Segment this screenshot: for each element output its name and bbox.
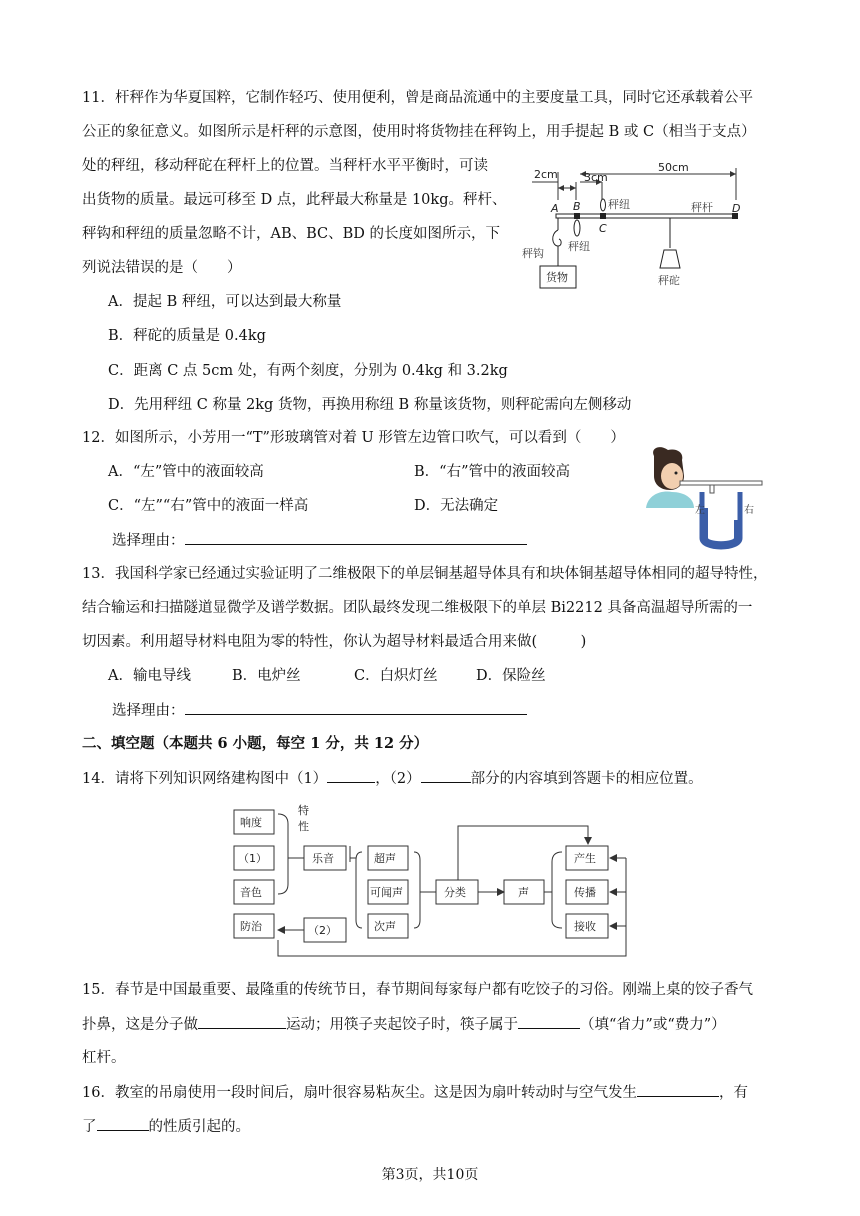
q11-line-4: 出货物的质量。最远可移至 D 点，此秤最大称量是 10kg。秤杆、 xyxy=(82,192,507,208)
box-jieshou: 接收 xyxy=(574,920,596,933)
q11-line-2: 公正的象征意义。如图所示是杆秤的示意图，使用时将货物挂在秤钩上，用手提起 B 或 C（相当于支点） xyxy=(82,124,756,140)
q14-stem xyxy=(82,768,703,789)
q12-reason xyxy=(112,530,527,551)
q12-reason-label: 选择理由： xyxy=(112,533,185,549)
box-blank-2: （2） xyxy=(308,924,337,937)
q11-option-d: D．先用秤纽 C 称量 2kg 货物，再换用称纽 B 称量该货物，则秤砣需向左侧移动 xyxy=(108,397,632,413)
girl-body xyxy=(646,492,694,508)
q11-line-3: 处的秤纽，移动秤砣在秤杆上的位置。当秤杆水平平衡时，可读 xyxy=(82,158,488,174)
dim-2cm-label: 2cm xyxy=(534,168,558,181)
q13-option-b: B．电炉丝 xyxy=(232,668,301,684)
q15-line-2-part-1: 扑鼻，这是分子做 xyxy=(82,1017,198,1033)
q13-line-1: 13．我国科学家已经通过实验证明了二维极限下的单层铜基超导体具有和块体铜基超导体相同的超导特性， xyxy=(82,566,768,582)
q15-line-2-part-2: 运动；用筷子夹起饺子时，筷子属于 xyxy=(286,1017,518,1033)
q13-option-a: A．输电导线 xyxy=(108,668,191,684)
q14-stem-part-2: ，（2） xyxy=(375,771,421,787)
sound-knowledge-diagram xyxy=(226,800,636,962)
point-c-label: C xyxy=(599,222,607,235)
q12-option-d: D．无法确定 xyxy=(414,498,499,514)
q16-line-1 xyxy=(82,1082,748,1103)
chengniu-top-label: 秤纽 xyxy=(608,198,630,211)
q16-line-2-part-1: 了 xyxy=(82,1119,97,1135)
q15-line-2 xyxy=(82,1014,726,1035)
q12-stem: 12．如图所示，小芳用一“T”形玻璃管对着 U 形管左边管口吹气，可以看到（ ） xyxy=(82,430,625,446)
box-chaosheng: 超声 xyxy=(374,852,396,865)
page-footer: 第3页，共10页 xyxy=(381,1167,479,1183)
q15-blank-1[interactable] xyxy=(198,1014,286,1029)
q13-reason-label: 选择理由： xyxy=(112,703,185,719)
label-texing-2: 性 xyxy=(298,820,309,833)
q16-line-2-part-2: 的性质引起的。 xyxy=(148,1119,250,1135)
q14-stem-part-1: 14．请将下列知识网络建构图中（1） xyxy=(82,771,328,787)
chengtuo-label: 秤砣 xyxy=(658,274,680,287)
huowu-label: 货物 xyxy=(546,271,568,284)
box-sheng: 声 xyxy=(518,886,529,899)
q14-stem-part-3: 部分的内容填到答题卡的相应位置。 xyxy=(470,771,703,787)
dim-50cm-label: 50cm xyxy=(658,161,689,174)
q13-reason-blank[interactable] xyxy=(185,700,527,715)
point-d-label: D xyxy=(732,202,741,215)
q14-blank-1[interactable] xyxy=(327,768,375,783)
dim-3cm-label: 3cm xyxy=(584,171,608,184)
box-fangzhi: 防治 xyxy=(240,920,262,933)
box-blank-1: （1） xyxy=(238,852,267,865)
q16-blank-2[interactable] xyxy=(97,1116,149,1131)
u-tube-right-label: 右 xyxy=(744,505,754,516)
chengtuo-weight xyxy=(660,250,680,268)
point-b-label: B xyxy=(573,200,581,213)
q11-option-b: B．秤砣的质量是 0.4kg xyxy=(108,328,266,344)
box-yueyin: 乐音 xyxy=(312,852,334,865)
u-tube-figure xyxy=(632,446,772,552)
steelyard-beam xyxy=(556,214,736,218)
q15-line-1: 15．春节是中国最重要、最隆重的传统节日，春节期间每家每户都有吃饺子的习俗。刚端上桌的饺子香气 xyxy=(82,982,753,998)
box-yinse: 音色 xyxy=(240,886,262,899)
box-fenlei: 分类 xyxy=(444,886,466,899)
label-texing-1: 特 xyxy=(298,804,309,817)
q11-line-1: 11．杆秤作为华夏国粹，它制作轻巧、使用便利，曾是商品流通中的主要度量工具，同时它还承载着公平 xyxy=(82,90,753,106)
box-cisheng: 次声 xyxy=(374,920,396,933)
box-kewensheng: 可闻声 xyxy=(370,886,403,899)
q14-blank-2[interactable] xyxy=(421,768,471,783)
t-tube-horizontal xyxy=(680,481,762,485)
u-tube-left-label: 左 xyxy=(695,505,705,516)
q12-option-a: A．“左”管中的液面较高 xyxy=(108,464,264,480)
q12-reason-blank[interactable] xyxy=(185,530,527,545)
point-a-label: A xyxy=(551,202,559,215)
q13-option-c: C．白炽灯丝 xyxy=(354,668,438,684)
chengniu-bottom-label: 秤纽 xyxy=(568,240,590,253)
q12-option-b: B．“右”管中的液面较高 xyxy=(414,464,570,480)
q11-line-5: 秤钩和秤纽的质量忽略不计，AB、BC、BD 的长度如图所示，下 xyxy=(82,226,501,242)
box-xiangdu: 响度 xyxy=(240,816,262,829)
q11-option-a: A．提起 B 秤纽，可以达到最大称量 xyxy=(108,294,342,310)
q13-line-2: 结合输运和扫描隧道显微学及谱学数据。团队最终发现二维极限下的单层 Bi2212 具备高温超导所需的一 xyxy=(82,600,753,616)
q13-line-3: 切因素。利用超导材料电阻为零的特性，你认为超导材料最适合用来做( ) xyxy=(82,634,587,650)
q12-option-c: C．“左”“右”管中的液面一样高 xyxy=(108,498,309,514)
q11-option-c: C．距离 C 点 5cm 处，有两个刻度，分别为 0.4kg 和 3.2kg xyxy=(108,363,508,379)
q15-line-2-part-3: （填“省力”或“费力”） xyxy=(580,1017,726,1033)
box-chansheng: 产生 xyxy=(574,852,596,865)
box-chuanbo: 传播 xyxy=(574,886,596,899)
q16-line-1-part-1: 16．教室的吊扇使用一段时间后，扇叶很容易粘灰尘。这是因为扇叶转动时与空气发生 xyxy=(82,1085,637,1101)
q15-blank-2[interactable] xyxy=(518,1014,580,1029)
q16-line-1-part-2: ，有 xyxy=(718,1085,748,1101)
q13-option-d: D．保险丝 xyxy=(476,668,546,684)
steelyard-figure xyxy=(518,160,758,295)
chenggan-label: 秤杆 xyxy=(691,201,713,214)
section-2-title: 二、填空题（本题共 6 小题，每空 1 分，共 12 分） xyxy=(82,735,429,752)
q13-reason xyxy=(112,700,527,721)
q16-line-2 xyxy=(82,1116,250,1137)
q15-line-3: 杠杆。 xyxy=(82,1050,126,1066)
chenggou-label: 秤钩 xyxy=(522,247,544,260)
q16-blank-1[interactable] xyxy=(637,1082,719,1097)
q11-line-6: 列说法错误的是（ ） xyxy=(82,260,242,276)
